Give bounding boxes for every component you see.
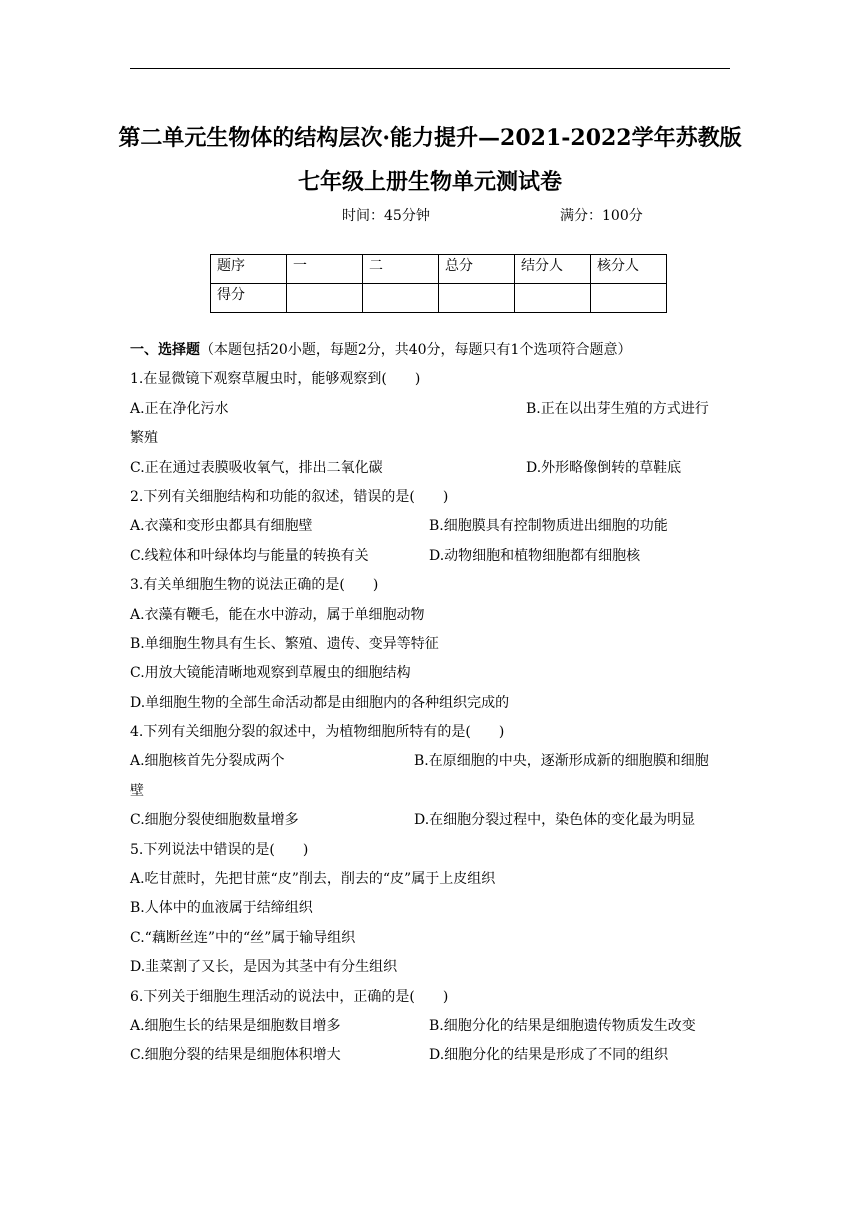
option-d: D.单细胞生物的全部生命活动都是由细胞内的各种组织完成的 (130, 694, 510, 711)
score-table-score-row (211, 284, 667, 313)
option-row (130, 1041, 734, 1070)
option-b-continued: 繁殖 (130, 430, 158, 447)
score-cell[interactable] (515, 284, 591, 313)
option-a: A.细胞生长的结果是细胞数目增多 (130, 1017, 341, 1034)
option-a: A.细胞核首先分裂成两个 (130, 753, 285, 770)
question-stem: 1.在显微镜下观察草履虫时，能够观察到( ) (130, 371, 421, 388)
option-row (130, 806, 734, 835)
question-stem: 2.下列有关细胞结构和功能的叙述，错误的是( ) (130, 488, 449, 505)
option-d: D.外形略像倒转的草鞋底 (526, 459, 682, 476)
option-d: D.在细胞分裂过程中，染色体的变化最为明显 (414, 812, 696, 829)
option-c: C.用放大镜能清晰地观察到草履虫的细胞结构 (130, 665, 411, 682)
question-stem: 4.下列有关细胞分裂的叙述中，为植物细胞所特有的是( ) (130, 724, 505, 741)
option-b: B.细胞分化的结果是细胞遗传物质发生改变 (429, 1017, 696, 1034)
option-a: A.衣藻有鞭毛，能在水中游动，属于单细胞动物 (130, 606, 425, 623)
exam-subtitle: 七年级上册生物单元测试卷 (297, 169, 562, 195)
option-b: B.人体中的血液属于结缔组织 (130, 900, 313, 917)
score-table-header: 总分 (439, 255, 515, 284)
option-b: B.单细胞生物具有生长、繁殖、遗传、变异等特征 (130, 635, 439, 652)
option-d: D.细胞分化的结果是形成了不同的组织 (429, 1047, 669, 1064)
option-d: D.韭菜割了又长，是因为其茎中有分生组织 (130, 959, 398, 976)
score-cell[interactable] (439, 284, 515, 313)
option-row (130, 512, 734, 541)
option-b: B.在原细胞的中央，逐渐形成新的细胞膜和细胞 (414, 753, 709, 770)
score-table-header: 题序 (211, 255, 287, 284)
score-table-header: 结分人 (515, 255, 591, 284)
option-b: B.正在以出芽生殖的方式进行 (526, 400, 709, 417)
question-stem: 5.下列说法中错误的是( ) (130, 841, 309, 858)
option-row (130, 395, 734, 424)
option-a: A.正在净化污水 (130, 400, 229, 417)
score-table-header: 核分人 (591, 255, 667, 284)
question-stem: 6.下列关于细胞生理活动的说法中，正确的是( ) (130, 988, 449, 1005)
option-a: A.衣藻和变形虫都具有细胞壁 (130, 518, 313, 535)
score-cell[interactable] (287, 284, 363, 313)
score-table-header-row (211, 255, 667, 284)
score-row-label: 得分 (211, 284, 287, 313)
exam-title: 第二单元生物体的结构层次·能力提升—2021-2022学年苏教版 (118, 125, 742, 151)
option-c: C.正在通过表膜吸收氧气，排出二氧化碳 (130, 459, 383, 476)
option-c: C.细胞分裂使细胞数量增多 (130, 812, 299, 829)
score-cell[interactable] (363, 284, 439, 313)
option-row (130, 542, 734, 571)
score-cell[interactable] (591, 284, 667, 313)
section-note: （本题包括20小题，每题2分，共40分，每题只有1个选项符合题意） (200, 342, 632, 358)
option-c: C.细胞分裂的结果是细胞体积增大 (130, 1047, 341, 1064)
question-list (130, 336, 734, 1071)
option-c: C.线粒体和叶绿体均与能量的转换有关 (130, 547, 369, 564)
option-d: D.动物细胞和植物细胞都有细胞核 (429, 547, 641, 564)
exam-full-score: 满分：100分 (560, 208, 643, 224)
option-b-continued: 壁 (130, 782, 144, 799)
option-row (130, 1012, 734, 1041)
score-table (210, 254, 667, 313)
option-b: B.细胞膜具有控制物质进出细胞的功能 (429, 518, 668, 535)
option-row (130, 747, 734, 776)
section-heading (130, 336, 734, 365)
header-rule (130, 68, 730, 69)
option-row (130, 454, 734, 483)
option-c: C.“藕断丝连”中的“丝”属于输导组织 (130, 929, 356, 946)
score-table-header: 二 (363, 255, 439, 284)
question-stem: 3.有关单细胞生物的说法正确的是( ) (130, 577, 379, 594)
option-a: A.吃甘蔗时，先把甘蔗“皮”削去，削去的“皮”属于上皮组织 (130, 871, 496, 888)
score-table-header: 一 (287, 255, 363, 284)
exam-time: 时间：45分钟 (342, 208, 430, 224)
section-title: 一、选择题 (130, 342, 200, 358)
